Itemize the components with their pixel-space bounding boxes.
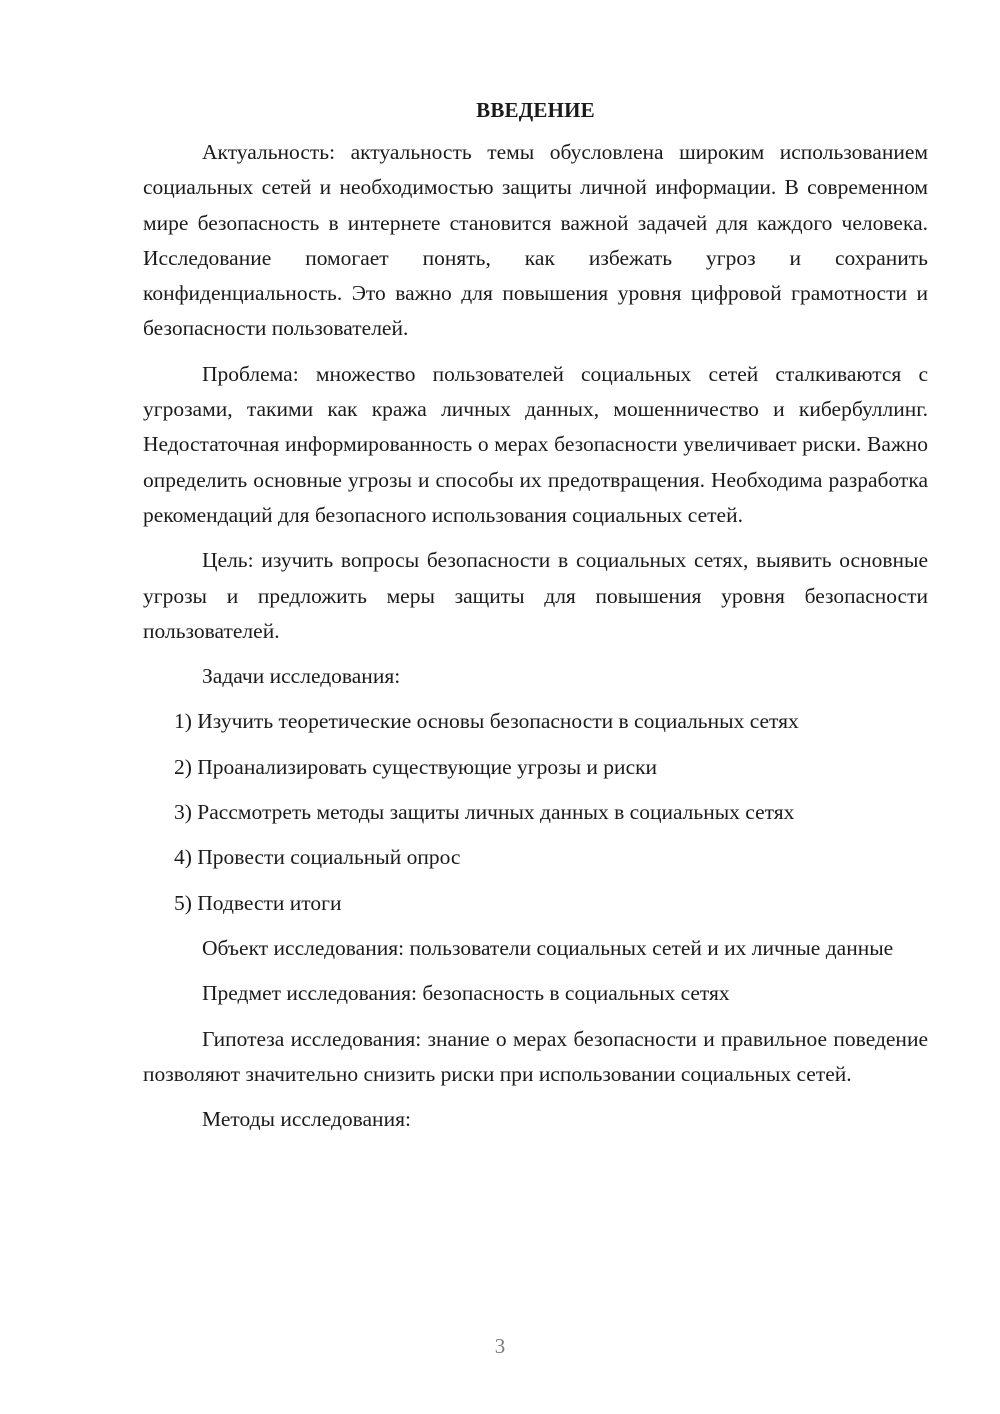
task-item: 4) Провести социальный опрос <box>174 845 461 870</box>
subject-paragraph: Предмет исследования: безопасность в социальных сетях <box>202 981 730 1006</box>
tasks-heading: Задачи исследования: <box>202 664 401 689</box>
relevance-paragraph: Актуальность: актуальность темы обусловлена широким использованием социальных сетей и необходимостью защиты личной информации. В современном мире безопасность в интернете становится важной задачей для каждого человека. Исследование помогает понять, как избежать угроз и сохранить конфиденциальность. Это важно для повышения уровня цифровой грамотности и безопасности пользователей. <box>143 140 928 341</box>
task-item: 3) Рассмотреть методы защиты личных данных в социальных сетях <box>174 800 795 825</box>
task-item: 2) Проанализировать существующие угрозы и риски <box>174 754 658 779</box>
hypothesis-paragraph: Гипотеза исследования: знание о мерах безопасности и правильное поведение позволяют значительно снизить риски при использовании социальных сетей. <box>143 1026 928 1086</box>
task-item: 1) Изучить теоретические основы безопасности в социальных сетях <box>174 709 799 734</box>
goal-paragraph: Цель: изучить вопросы безопасности в социальных сетях, выявить основные угрозы и предложить меры защиты для повышения уровня безопасности пользователей. <box>143 548 928 643</box>
document-page <box>143 94 928 1147</box>
object-paragraph: Объект исследования: пользователи социальных сетей и их личные данные <box>202 935 894 960</box>
task-item: 5) Подвести итоги <box>174 890 342 915</box>
tasks-list <box>143 704 928 920</box>
page-number: 3 <box>494 1334 506 1358</box>
methods-heading: Методы исследования: <box>202 1107 411 1132</box>
problem-paragraph: Проблема: множество пользователей социальных сетей сталкиваются с угрозами, такими как кража личных данных, мошенничество и кибербуллинг. Недостаточная информированность о мерах безопасности увеличивает риски. Важно определить основные угрозы и способы их предотвращения. Необходима разработка рекомендаций для безопасного использования социальных сетей. <box>143 361 928 527</box>
page-title: ВВЕДЕНИЕ <box>476 98 595 122</box>
